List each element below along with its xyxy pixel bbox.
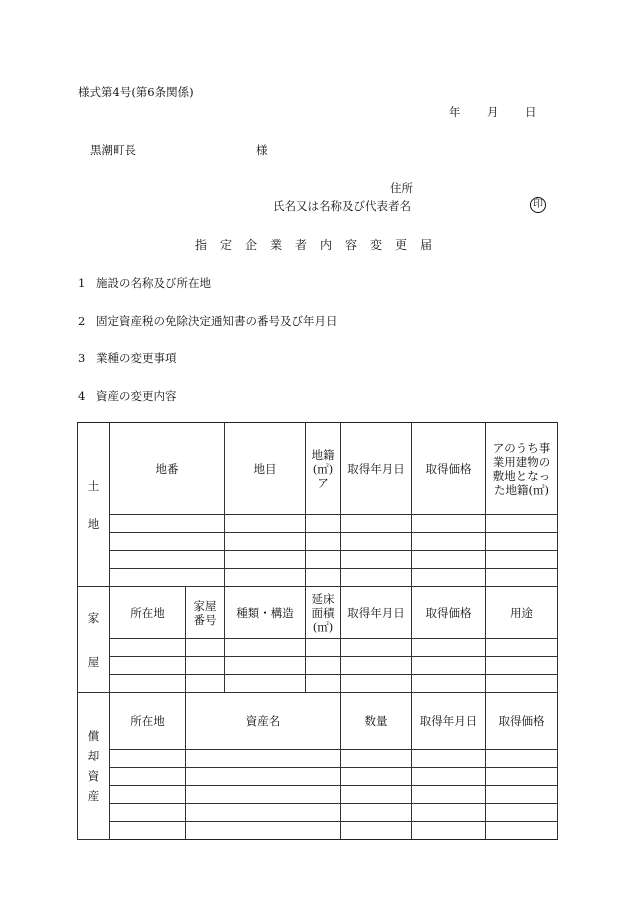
address-label: 住所	[390, 181, 413, 195]
item-number: 2	[78, 314, 86, 328]
document-title: 指定企業者内容変更届	[194, 238, 445, 252]
item-number: 4	[78, 389, 86, 403]
table-row	[78, 533, 558, 551]
date-line	[449, 104, 537, 120]
addressee-honorific: 様	[256, 143, 268, 157]
land-col-business-site-area: アのうち事 業用建物の 敷地となっ た地籍(㎡)	[486, 423, 558, 515]
form-number: 様式第4号(第6条関係)	[78, 85, 194, 99]
depreciable-col-location: 所在地	[110, 693, 186, 750]
table-row	[78, 750, 558, 768]
seal-mark: 印	[530, 197, 546, 213]
depreciable-col-acquired-price: 取得価格	[486, 693, 558, 750]
addressee	[90, 142, 268, 158]
house-col-floor-area: 延床 面積 (㎡)	[306, 587, 341, 639]
item-industry	[78, 350, 177, 366]
item-number: 1	[78, 276, 86, 290]
land-col-acquired-date: 取得年月日	[341, 423, 412, 515]
item-assets	[78, 388, 177, 404]
depreciable-section-label: 償 却 資 産	[78, 693, 110, 840]
table-row	[78, 551, 558, 569]
item-text: 資産の変更内容	[96, 389, 177, 403]
table-row	[78, 639, 558, 657]
table-row	[78, 657, 558, 675]
depreciable-col-asset-name: 資産名	[186, 693, 341, 750]
addressee-name: 黒潮町長	[90, 143, 136, 157]
depreciable-col-acquired-date: 取得年月日	[412, 693, 486, 750]
house-col-house-number: 家屋 番号	[186, 587, 225, 639]
table-row	[78, 515, 558, 533]
item-tax-notice	[78, 313, 338, 329]
depreciable-header-row	[78, 693, 558, 750]
land-col-land-category: 地目	[225, 423, 306, 515]
house-header-row	[78, 587, 558, 639]
date-year: 年	[449, 105, 461, 119]
item-text: 施設の名称及び所在地	[96, 276, 211, 290]
house-col-usage: 用途	[486, 587, 558, 639]
land-header-row	[78, 423, 558, 515]
house-section-label: 家 屋	[78, 587, 110, 693]
date-day: 日	[525, 105, 537, 119]
asset-change-table	[77, 422, 558, 840]
item-text: 業種の変更事項	[96, 351, 177, 365]
house-col-type-structure: 種類・構造	[225, 587, 306, 639]
item-text: 固定資産税の免除決定通知書の番号及び年月日	[96, 314, 338, 328]
table-row	[78, 804, 558, 822]
item-facility	[78, 275, 211, 291]
house-col-acquired-price: 取得価格	[412, 587, 486, 639]
table-row	[78, 786, 558, 804]
house-col-acquired-date: 取得年月日	[341, 587, 412, 639]
depreciable-col-quantity: 数量	[341, 693, 412, 750]
land-section-label: 土 地	[78, 423, 110, 587]
land-col-area: 地籍 (㎡) ア	[306, 423, 341, 515]
house-col-location: 所在地	[110, 587, 186, 639]
table-row	[78, 675, 558, 693]
land-col-lot-number: 地番	[110, 423, 225, 515]
date-month: 月	[487, 105, 499, 119]
item-number: 3	[78, 351, 86, 365]
table-row	[78, 569, 558, 587]
table-row	[78, 822, 558, 840]
land-col-acquired-price: 取得価格	[412, 423, 486, 515]
name-label: 氏名又は名称及び代表者名	[273, 199, 411, 213]
table-row	[78, 768, 558, 786]
